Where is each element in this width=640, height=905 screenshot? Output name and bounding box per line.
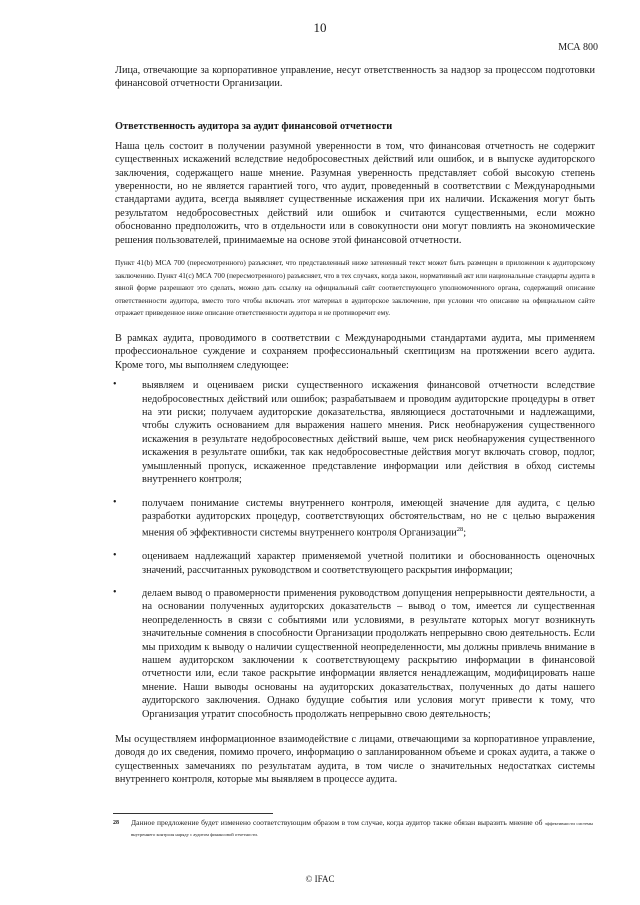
list-item-text-end: ; (463, 527, 467, 539)
footnote-text: Данное предложение будет изменено соответствующим образом в том случае, когда аудитор также обязан выразить мнение об (131, 818, 543, 827)
bullet-icon: • (113, 379, 117, 391)
bullet-icon: • (113, 496, 117, 508)
list-item-text (142, 497, 595, 541)
paragraph-procedures: В рамках аудита, проводимого в соответствии с Международными стандартами аудита, мы применяем профессиональное суждение и сохраняем профессиональный скептицизм на протяжении всего аудита. Кроме того, мы выполняем следующее: (115, 333, 595, 371)
intro-paragraph: Лица, отвечающие за корпоративное управление, несут ответственность за надзор за процессом подготовки финансовой отчетности Организации. (115, 65, 595, 90)
bullet-icon: • (113, 550, 117, 562)
explanatory-note: Пункт 41(b) МСА 700 (пересмотренного) разъясняет, что представленный ниже затененный текст может быть размещен в приложении к аудиторскому заключению. Пункт 41(c) МСА 700 (пересмотренного) разъясняет, что в тех случаях, когда закон, нормативный акт или национальные стандарты аудита в явной форме разрешают это сделать, можно дать ссылку на официальный сайт соответствующего уполномоченного органа, содержащий описание ответственности аудитора, вместо того чтобы включать этот материал в аудиторское заключение, при условии что описание на официальном сайте отражает приведенное ниже описание ответственности аудитора и не противоречит ему. (115, 258, 595, 318)
list-item (115, 379, 595, 486)
footnote-reference[interactable]: 28 (456, 526, 464, 534)
paragraph-objective: Наша цель состоит в получении разумной уверенности в том, что финансовая отчетность не содержит существенных искажений вследствие недобросовестных действий или ошибок, и в выпуске аудиторского заключения, содержащего наше мнение. Разумная уверенность представляет собой высокую степень уверенности, но не является гарантией того, что аудит, проведенный в соответствии с Международными стандартами аудита, всегда выявляет существенные искажения при их наличии. Искажения могут быть результатом недобросовестных действий или ошибок и считаются существенными, если можно обоснованно предположить, что в отдельности или в совокупности они могут повлиять на экономические решения пользователей, принимаемые на основе этой финансовой отчетности. (115, 140, 595, 246)
list-item (115, 497, 595, 541)
bullet-icon: • (113, 586, 117, 598)
page-number: 10 (313, 20, 327, 35)
page-content (115, 64, 595, 787)
section-title: Ответственность аудитора за аудит финансовой отчетности (115, 120, 393, 132)
list-item (115, 550, 595, 577)
list-item-text: делаем вывод о правомерности применения руководством допущения непрерывности деятельности, а на основании полученных аудиторских доказательств – вывод о том, имеется ли существенная неопределенность в связи с событиями или условиями, в результате которых могут возникнуть значительные сомнения в способности Организации продолжать непрерывно свою деятельность. Если мы приходим к выводу о наличии существенной неопределенности, мы должны привлечь внимание в нашем аудиторском заключении к соответствующему раскрытию информации в финансовой отчетности или, если такое раскрытие информации является ненадлежащим, модифицировать наше мнение. Наши выводы основаны на аудиторских доказательствах, полученных до даты нашего аудиторского заключения. Однако будущие события или условия могут привести к тому, что Организация утратит способность продолжать непрерывно свою деятельность; (142, 587, 595, 720)
footnote-divider (113, 813, 273, 814)
footnote-text-continuation: эффективности системы внутреннего контроля наряду с аудитом финансовой отчетности. (131, 821, 593, 837)
list-item-text: выявляем и оцениваем риски существенного искажения финансовой отчетности вследствие недобросовестных действий или ошибок; разрабатываем и проводим аудиторские процедуры в ответ на эти риски; получаем аудиторские доказательства, являющиеся достаточными и надлежащими, чтобы служить основанием для выражения нашего мнения. Риск необнаружения существенного искажения в результате недобросовестных действий выше, чем риск необнаружения существенного искажения в результате ошибки, так как недобросовестные действия могут включать сговор, подлог, умышленный пропуск, искаженное представление информации или действия в обход системы внутреннего контроля; (142, 380, 595, 486)
footnote-number: 28 (113, 820, 119, 826)
copyright-footer: © IFAC (305, 874, 335, 884)
footnote (113, 818, 593, 840)
procedures-list (115, 379, 595, 721)
footnote-text-block (131, 818, 593, 840)
document-code: МСА 800 (558, 42, 598, 53)
closing-paragraph: Мы осуществляем информационное взаимодействие с лицами, отвечающими за корпоративное управление, доводя до их сведения, помимо прочего, информацию о запланированном объеме и сроках аудита, а также о существенных замечаниях по результатам аудита, в том числе о значительных недостатках системы внутреннего контроля, которые мы выявляем в процессе аудита. (115, 734, 595, 786)
list-item-text: оцениваем надлежащий характер применяемой учетной политики и обоснованность оценочных значений, рассчитанных руководством и соответствующего раскрытия информации; (142, 551, 595, 576)
list-item (115, 587, 595, 721)
list-item-text-main: получаем понимание системы внутреннего контроля, имеющей значение для аудита, с целью разработки аудиторских процедур, соответствующих обстоятельствам, но не с целью выражения мнения об эффективности системы внутреннего контроля Организации (142, 497, 595, 539)
